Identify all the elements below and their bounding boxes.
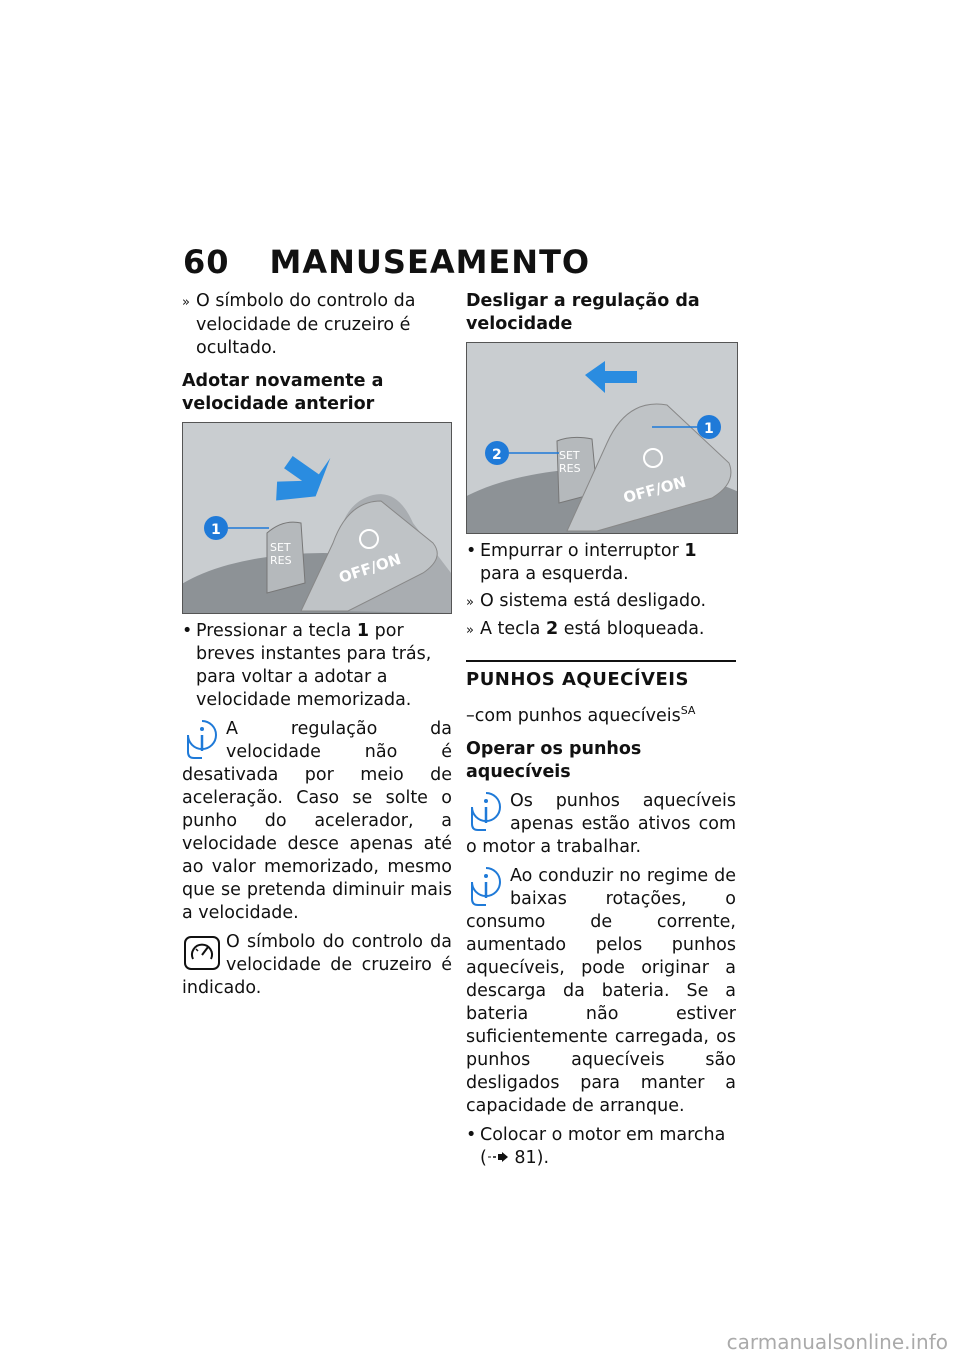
result-item: » A tecla 2 está bloqueada. <box>466 618 736 642</box>
figure-set-res-switch <box>182 422 452 614</box>
svg-text:RES: RES <box>559 462 581 475</box>
svg-text:OFF/ON: OFF/ON <box>621 472 688 507</box>
heading-disable-cruise: Desligar a regulação da velocidade <box>466 291 700 334</box>
cruise-note: O símbolo do controlo da velocidade de cruzeiro é indicado. <box>182 932 452 998</box>
equipment-note: –com punhos aquecíveis$^{SA}$ <box>466 704 696 726</box>
reference-arrow-icon <box>487 1151 509 1163</box>
svg-text:SET: SET <box>559 449 580 462</box>
svg-text:1: 1 <box>211 522 221 538</box>
heading-resume-speed: Adotar novamente a velocidade anterior <box>182 371 384 414</box>
watermark: carmanualsonline.info <box>726 1330 948 1354</box>
svg-text:SET: SET <box>270 541 291 554</box>
instruction-item: • Pressionar a tecla 1 por breves instantes para trás, para voltar a adotar a velocidade memorizada. <box>182 621 432 710</box>
figure-off-on-switch <box>466 342 738 534</box>
page-title: MANUSEAMENTO <box>269 243 591 281</box>
info-note: A regulação da velocidade não é desativada por meio de aceleração. Caso se solte o punho do acelerador, a velocidade desce apenas até ao valor memorizado, mesmo que se pretenda diminuir mais a velocidade. <box>182 719 452 923</box>
cruise-control-icon <box>182 931 222 975</box>
instruction-item: • Colocar o motor em marcha ( 81). <box>466 1124 726 1168</box>
instruction-item: • Empurrar o interruptor 1 para a esquerda. <box>466 541 697 584</box>
page-reference[interactable]: ( 81). <box>480 1147 550 1168</box>
section-title: PUNHOS AQUECÍVEIS <box>466 660 736 691</box>
info-icon <box>182 718 222 762</box>
heading-operate-grips: Operar os punhos aquecíveis <box>466 738 642 782</box>
info-note: Ao conduzir no regime de baixas rotações, o consumo de corrente, aumentado pelos punhos aquecíveis, pode originar a descarga da bateria. Se a bateria não estiver suficientemente carregada, os punhos aquecíveis são desligados para manter a capacidade de arranque. <box>466 865 736 1116</box>
svg-text:2: 2 <box>492 447 502 463</box>
result-item: » O símbolo do controlo da velocidade de cruzeiro é ocultado. <box>182 291 416 358</box>
double-chevron-right-icon: » <box>182 295 190 310</box>
page-number: 60 <box>183 243 230 281</box>
svg-text:OFF/ON: OFF/ON <box>336 549 404 587</box>
left-column <box>182 290 452 1006</box>
svg-text:RES: RES <box>270 554 292 567</box>
info-icon <box>466 790 506 834</box>
double-chevron-right-icon: » <box>466 623 474 638</box>
info-icon <box>466 865 506 909</box>
double-chevron-right-icon: » <box>466 595 474 610</box>
right-column <box>466 290 736 1174</box>
svg-text:1: 1 <box>704 421 714 437</box>
page-header <box>183 243 590 281</box>
result-item: » O sistema está desligado. <box>466 590 736 614</box>
info-note: Os punhos aquecíveis apenas estão ativos com o motor a trabalhar. <box>466 790 736 857</box>
